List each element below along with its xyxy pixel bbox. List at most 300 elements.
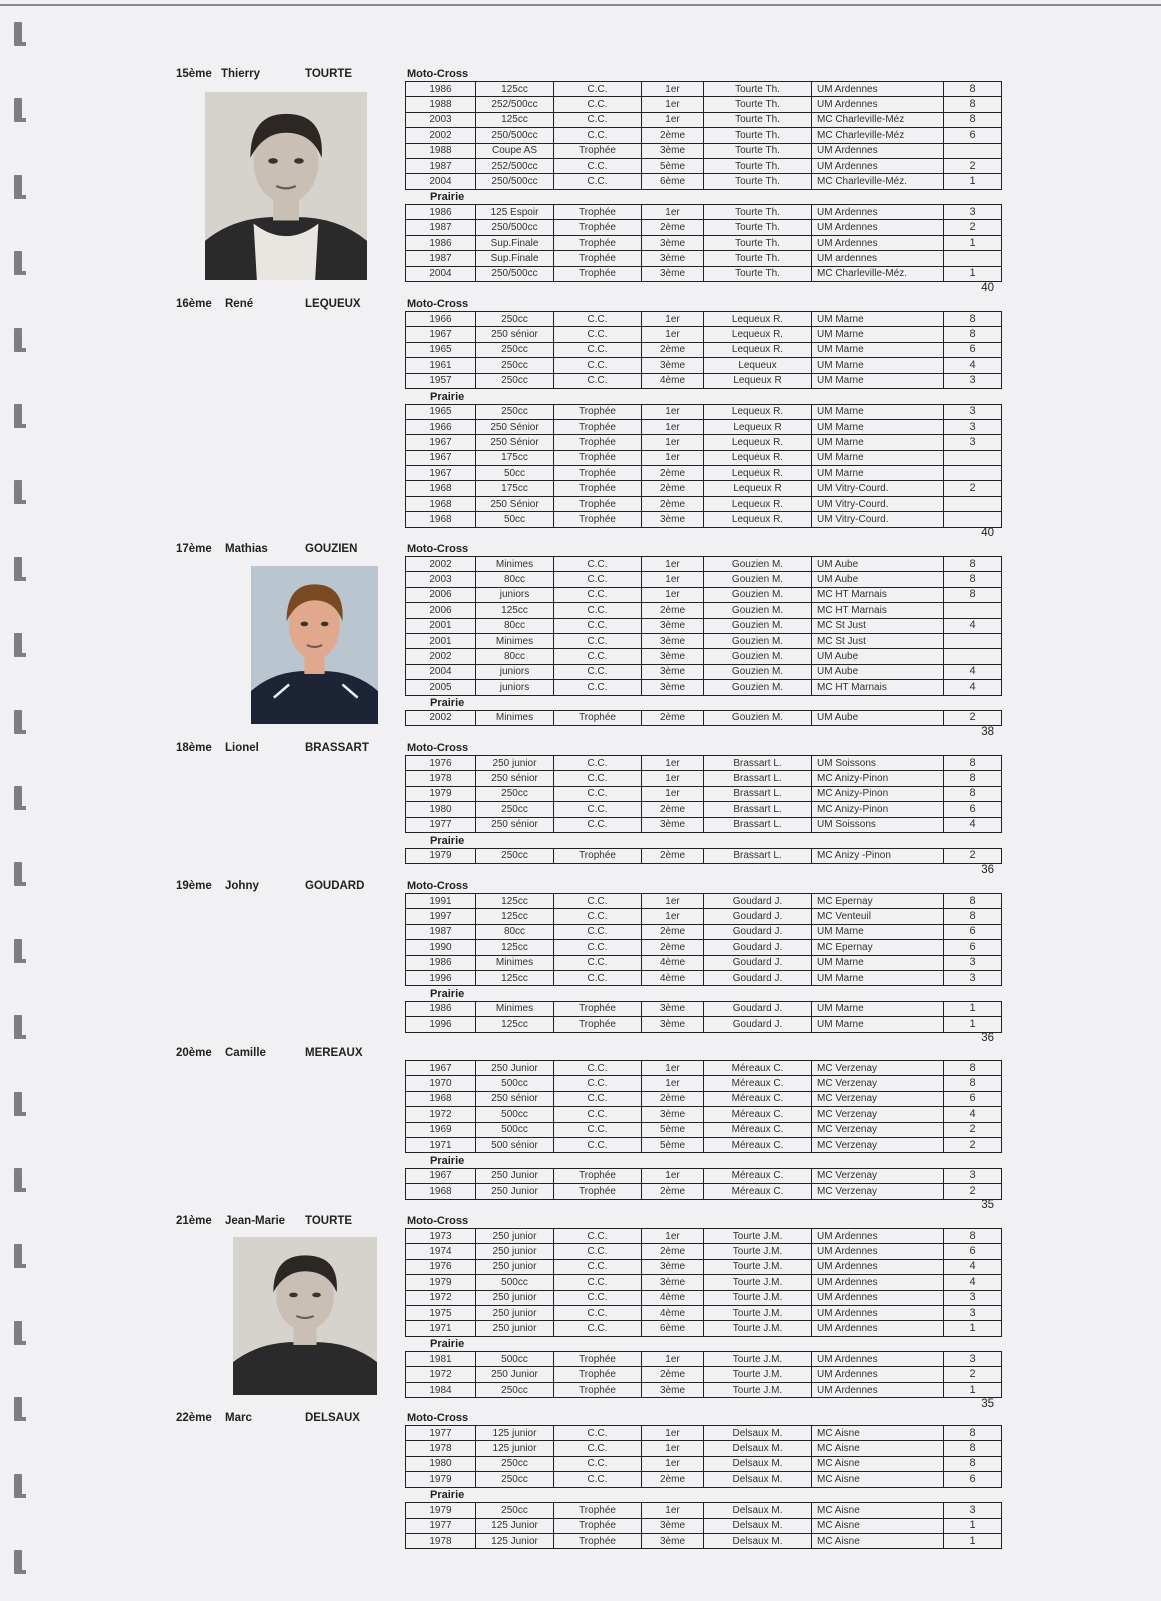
club-cell: UM Ardennes (812, 1259, 944, 1274)
place-cell: 3ème (642, 512, 704, 527)
type-cell: Trophée (554, 1518, 642, 1533)
club-cell: MC Aisne (812, 1472, 944, 1487)
table-row (406, 1244, 1002, 1259)
table-row (406, 496, 1002, 511)
rider-cell: Brassart L. (704, 817, 812, 832)
type-cell: Trophée (554, 496, 642, 511)
points-cell: 3 (944, 435, 1002, 450)
club-cell: MC Charleville-Méz (812, 112, 944, 127)
category-cell: 125cc (476, 894, 554, 909)
club-cell: MC St Just (812, 618, 944, 633)
place-cell: 2ème (642, 466, 704, 481)
category-cell: 80cc (476, 649, 554, 664)
rider-cell: Brassart L. (704, 756, 812, 771)
year-cell: 1967 (406, 450, 476, 465)
category-cell: 250 Junior (476, 1367, 554, 1382)
rider-cell: Méreaux C. (704, 1137, 812, 1152)
rider-photo (205, 92, 367, 280)
category-cell: 125cc (476, 82, 554, 97)
rider-last-name: GOUDARD (305, 880, 365, 892)
type-cell: C.C. (554, 756, 642, 771)
category-cell: 125cc (476, 940, 554, 955)
year-cell: 1996 (406, 970, 476, 985)
category-cell: 125cc (476, 970, 554, 985)
rider-cell: Delsaux M. (704, 1456, 812, 1471)
rider-cell: Gouzien M. (704, 680, 812, 695)
rider-rank: 15ème (176, 68, 212, 80)
table-row (406, 1275, 1002, 1290)
table-row (406, 1061, 1002, 1076)
category-cell: juniors (476, 680, 554, 695)
binding-hole (14, 480, 22, 504)
table-row (406, 1533, 1002, 1548)
category-cell: 250 junior (476, 1259, 554, 1274)
type-cell: C.C. (554, 1441, 642, 1456)
place-cell: 2ème (642, 940, 704, 955)
year-cell: 1986 (406, 235, 476, 250)
year-cell: 1986 (406, 955, 476, 970)
year-cell: 1978 (406, 771, 476, 786)
rider-rank: 20ème (176, 1047, 212, 1059)
table-row (406, 587, 1002, 602)
type-cell: C.C. (554, 112, 642, 127)
type-cell: Trophée (554, 1001, 642, 1016)
points-cell (944, 512, 1002, 527)
place-cell: 3ème (642, 817, 704, 832)
points-cell: 8 (944, 97, 1002, 112)
club-cell: MC HT Marnais (812, 587, 944, 602)
table-row (406, 649, 1002, 664)
club-cell: UM Marne (812, 358, 944, 373)
table-row (406, 235, 1002, 250)
club-cell: MC Aisne (812, 1426, 944, 1441)
place-cell: 3ème (642, 1275, 704, 1290)
category-cell: 250/500cc (476, 174, 554, 189)
rider-cell: Tourte Th. (704, 82, 812, 97)
table-row (406, 848, 1002, 863)
points-cell: 3 (944, 1352, 1002, 1367)
points-cell (944, 466, 1002, 481)
year-cell: 1968 (406, 496, 476, 511)
year-cell: 1988 (406, 97, 476, 112)
table-row (406, 664, 1002, 679)
place-cell: 1er (642, 1503, 704, 1518)
year-cell: 1979 (406, 786, 476, 801)
club-cell: UM Marne (812, 404, 944, 419)
club-cell: UM Marne (812, 1001, 944, 1016)
place-cell: 4ème (642, 1290, 704, 1305)
rider-cell: Lequeux R. (704, 496, 812, 511)
rider-cell: Tourte J.M. (704, 1259, 812, 1274)
rider-cell: Gouzien M. (704, 633, 812, 648)
type-cell: Trophée (554, 404, 642, 419)
year-cell: 1987 (406, 251, 476, 266)
type-cell: C.C. (554, 82, 642, 97)
club-cell: UM Marne (812, 1017, 944, 1032)
table-row (406, 557, 1002, 572)
prairie-table (405, 204, 1002, 282)
page-top-edge (0, 4, 1161, 6)
table-row (406, 1456, 1002, 1471)
category-cell: 50cc (476, 466, 554, 481)
year-cell: 2002 (406, 557, 476, 572)
rider-cell: Méreaux C. (704, 1168, 812, 1183)
club-cell: UM Ardennes (812, 158, 944, 173)
table-row (406, 1076, 1002, 1091)
points-cell: 1 (944, 1017, 1002, 1032)
year-cell: 1977 (406, 817, 476, 832)
points-cell: 8 (944, 312, 1002, 327)
year-cell: 1978 (406, 1441, 476, 1456)
rider-rank: 21ème (176, 1215, 212, 1227)
type-cell: C.C. (554, 557, 642, 572)
points-cell: 3 (944, 404, 1002, 419)
place-cell: 1er (642, 419, 704, 434)
type-cell: Trophée (554, 1367, 642, 1382)
category-cell: 125cc (476, 603, 554, 618)
prairie-label: Prairie (430, 1489, 465, 1502)
place-cell: 1er (642, 1352, 704, 1367)
type-cell: C.C. (554, 1259, 642, 1274)
points-cell: 8 (944, 112, 1002, 127)
club-cell: UM Marne (812, 924, 944, 939)
place-cell: 5ème (642, 1122, 704, 1137)
category-cell: 250 Sénior (476, 496, 554, 511)
club-cell: MC Anizy -Pinon (812, 848, 944, 863)
type-cell: C.C. (554, 1426, 642, 1441)
rider-cell: Lequeux R. (704, 512, 812, 527)
category-cell: 250 sénior (476, 327, 554, 342)
club-cell: UM Ardennes (812, 1321, 944, 1336)
binding-hole (14, 1168, 22, 1192)
category-cell: 250 junior (476, 1305, 554, 1320)
club-cell: UM Ardennes (812, 1352, 944, 1367)
year-cell: 1991 (406, 894, 476, 909)
category-cell: 250cc (476, 373, 554, 388)
rider-cell: Méreaux C. (704, 1122, 812, 1137)
type-cell: C.C. (554, 603, 642, 618)
table-row (406, 1184, 1002, 1199)
place-cell: 3ème (642, 1533, 704, 1548)
place-cell: 1er (642, 205, 704, 220)
place-cell: 2ème (642, 1091, 704, 1106)
points-cell (944, 633, 1002, 648)
club-cell: MC Verzenay (812, 1076, 944, 1091)
table-row (406, 404, 1002, 419)
rider-cell: Tourte Th. (704, 128, 812, 143)
type-cell: Trophée (554, 419, 642, 434)
category-cell: 175cc (476, 481, 554, 496)
table-row (406, 112, 1002, 127)
category-cell: 500cc (476, 1107, 554, 1122)
points-cell: 1 (944, 1321, 1002, 1336)
rider-last-name: MEREAUX (305, 1047, 363, 1059)
category-cell: 50cc (476, 512, 554, 527)
category-cell: 250 Sénior (476, 435, 554, 450)
table-row (406, 1321, 1002, 1336)
binding-hole (14, 633, 22, 657)
rider-cell: Delsaux M. (704, 1426, 812, 1441)
club-cell: MC St Just (812, 633, 944, 648)
club-cell: UM Aube (812, 710, 944, 725)
rider-cell: Tourte Th. (704, 143, 812, 158)
rider-rank: 16ème (176, 298, 212, 310)
binding-hole (14, 939, 22, 963)
year-cell: 1978 (406, 1533, 476, 1548)
type-cell: C.C. (554, 327, 642, 342)
place-cell: 1er (642, 1441, 704, 1456)
points-cell: 4 (944, 680, 1002, 695)
club-cell: UM Ardennes (812, 1382, 944, 1397)
club-cell: UM Ardennes (812, 235, 944, 250)
table-row (406, 512, 1002, 527)
category-cell: 125 junior (476, 1441, 554, 1456)
table-row (406, 327, 1002, 342)
table-row (406, 1503, 1002, 1518)
club-cell: MC Verzenay (812, 1168, 944, 1183)
points-cell: 6 (944, 1244, 1002, 1259)
club-cell: UM Ardennes (812, 220, 944, 235)
table-row (406, 817, 1002, 832)
table-row (406, 603, 1002, 618)
year-cell: 1965 (406, 404, 476, 419)
table-row (406, 220, 1002, 235)
prairie-label: Prairie (430, 834, 465, 847)
binding-hole (14, 404, 22, 428)
club-cell: UM Marne (812, 419, 944, 434)
club-cell: UM Marne (812, 342, 944, 357)
table-row (406, 174, 1002, 189)
moto-cross-label: Moto-Cross (407, 298, 469, 310)
rider-cell: Lequeux R (704, 481, 812, 496)
category-cell: 250 sénior (476, 771, 554, 786)
rider-cell: Tourte Th. (704, 97, 812, 112)
points-cell: 8 (944, 1456, 1002, 1471)
place-cell: 2ème (642, 802, 704, 817)
type-cell: C.C. (554, 1275, 642, 1290)
rider-cell: Méreaux C. (704, 1061, 812, 1076)
rider-first-name: Johny (225, 880, 259, 892)
category-cell: 125cc (476, 909, 554, 924)
rider-rank: 19ème (176, 880, 212, 892)
total-points: 35 (981, 1199, 994, 1212)
table-row (406, 312, 1002, 327)
table-row (406, 158, 1002, 173)
year-cell: 1971 (406, 1321, 476, 1336)
place-cell: 6ème (642, 1321, 704, 1336)
prairie-label: Prairie (430, 1154, 465, 1167)
category-cell: 500cc (476, 1275, 554, 1290)
table-row (406, 128, 1002, 143)
rider-cell: Méreaux C. (704, 1076, 812, 1091)
place-cell: 5ème (642, 158, 704, 173)
rider-photo (251, 566, 378, 724)
prairie-table (405, 1351, 1002, 1398)
moto-cross-table (405, 556, 1002, 696)
club-cell: MC Charleville-Méz (812, 128, 944, 143)
club-cell: UM Marne (812, 450, 944, 465)
binding-hole (14, 862, 22, 886)
category-cell: 250cc (476, 1456, 554, 1471)
points-cell: 3 (944, 1305, 1002, 1320)
year-cell: 1965 (406, 342, 476, 357)
place-cell: 1er (642, 909, 704, 924)
points-cell: 6 (944, 940, 1002, 955)
rider-cell: Lequeux R. (704, 342, 812, 357)
year-cell: 1977 (406, 1426, 476, 1441)
category-cell: 250cc (476, 1472, 554, 1487)
moto-cross-label: Moto-Cross (407, 1412, 469, 1424)
rider-cell: Lequeux R (704, 419, 812, 434)
moto-cross-label: Moto-Cross (407, 1215, 469, 1227)
table-row (406, 940, 1002, 955)
category-cell: 250 junior (476, 1321, 554, 1336)
rider-cell: Gouzien M. (704, 572, 812, 587)
rider-photo (233, 1237, 377, 1395)
prairie-label: Prairie (430, 191, 465, 204)
moto-cross-table (405, 1425, 1002, 1488)
place-cell: 5ème (642, 1137, 704, 1152)
table-row (406, 481, 1002, 496)
rider-cell: Tourte Th. (704, 266, 812, 281)
total-points: 40 (981, 281, 994, 294)
year-cell: 2002 (406, 128, 476, 143)
year-cell: 1968 (406, 481, 476, 496)
place-cell: 1er (642, 82, 704, 97)
type-cell: C.C. (554, 940, 642, 955)
club-cell: UM Soissons (812, 756, 944, 771)
year-cell: 1971 (406, 1137, 476, 1152)
points-cell: 8 (944, 1061, 1002, 1076)
points-cell: 8 (944, 82, 1002, 97)
category-cell: 125cc (476, 112, 554, 127)
rider-cell: Tourte J.M. (704, 1382, 812, 1397)
year-cell: 2006 (406, 587, 476, 602)
place-cell: 4ème (642, 970, 704, 985)
place-cell: 3ème (642, 235, 704, 250)
rider-cell: Gouzien M. (704, 649, 812, 664)
place-cell: 2ème (642, 1184, 704, 1199)
prairie-table (405, 1001, 1002, 1033)
place-cell: 1er (642, 1426, 704, 1441)
place-cell: 3ème (642, 358, 704, 373)
prairie-table (405, 1502, 1002, 1549)
type-cell: C.C. (554, 1107, 642, 1122)
table-row (406, 1122, 1002, 1137)
place-cell: 1er (642, 786, 704, 801)
rider-cell: Delsaux M. (704, 1533, 812, 1548)
type-cell: C.C. (554, 1137, 642, 1152)
rider-cell: Gouzien M. (704, 664, 812, 679)
club-cell: UM Ardennes (812, 97, 944, 112)
category-cell: 250cc (476, 802, 554, 817)
category-cell: 500cc (476, 1352, 554, 1367)
type-cell: C.C. (554, 1091, 642, 1106)
place-cell: 2ème (642, 481, 704, 496)
prairie-table (405, 1168, 1002, 1200)
place-cell: 2ème (642, 924, 704, 939)
place-cell: 2ème (642, 1472, 704, 1487)
club-cell: UM Marne (812, 312, 944, 327)
category-cell: Minimes (476, 557, 554, 572)
year-cell: 1972 (406, 1290, 476, 1305)
binding-hole (14, 557, 22, 581)
rider-cell: Tourte J.M. (704, 1305, 812, 1320)
type-cell: C.C. (554, 1122, 642, 1137)
type-cell: Trophée (554, 1017, 642, 1032)
year-cell: 1984 (406, 1382, 476, 1397)
type-cell: Trophée (554, 1382, 642, 1397)
type-cell: C.C. (554, 802, 642, 817)
place-cell: 1er (642, 404, 704, 419)
rider-cell: Goudard J. (704, 1001, 812, 1016)
club-cell: MC Verzenay (812, 1184, 944, 1199)
rider-first-name: Thierry (221, 68, 260, 80)
category-cell: 80cc (476, 572, 554, 587)
table-row (406, 970, 1002, 985)
type-cell: C.C. (554, 1305, 642, 1320)
table-row (406, 802, 1002, 817)
moto-cross-label: Moto-Cross (407, 543, 469, 555)
category-cell: 80cc (476, 924, 554, 939)
year-cell: 1972 (406, 1367, 476, 1382)
category-cell: 175cc (476, 450, 554, 465)
place-cell: 1er (642, 771, 704, 786)
year-cell: 1968 (406, 512, 476, 527)
year-cell: 2006 (406, 603, 476, 618)
year-cell: 1976 (406, 1259, 476, 1274)
rider-cell: Tourte J.M. (704, 1321, 812, 1336)
type-cell: C.C. (554, 1076, 642, 1091)
rider-cell: Brassart L. (704, 771, 812, 786)
points-cell: 1 (944, 1382, 1002, 1397)
type-cell: C.C. (554, 970, 642, 985)
category-cell: 250 junior (476, 1244, 554, 1259)
type-cell: Trophée (554, 481, 642, 496)
club-cell: MC HT Marnais (812, 680, 944, 695)
rider-last-name: BRASSART (305, 742, 369, 754)
category-cell: 80cc (476, 618, 554, 633)
moto-cross-table (405, 311, 1002, 389)
type-cell: C.C. (554, 894, 642, 909)
category-cell: 250/500cc (476, 266, 554, 281)
rider-last-name: LEQUEUX (305, 298, 361, 310)
points-cell: 8 (944, 327, 1002, 342)
points-cell: 8 (944, 587, 1002, 602)
category-cell: 250cc (476, 312, 554, 327)
year-cell: 1970 (406, 1076, 476, 1091)
points-cell: 4 (944, 817, 1002, 832)
points-cell: 6 (944, 924, 1002, 939)
category-cell: Minimes (476, 633, 554, 648)
type-cell: C.C. (554, 312, 642, 327)
place-cell: 1er (642, 756, 704, 771)
place-cell: 3ème (642, 143, 704, 158)
year-cell: 1968 (406, 1184, 476, 1199)
club-cell: MC Anizy-Pinon (812, 771, 944, 786)
category-cell: 125 Junior (476, 1518, 554, 1533)
club-cell: MC Epernay (812, 940, 944, 955)
type-cell: C.C. (554, 1244, 642, 1259)
type-cell: C.C. (554, 128, 642, 143)
table-row (406, 1259, 1002, 1274)
rider-cell: Méreaux C. (704, 1184, 812, 1199)
prairie-label: Prairie (430, 390, 465, 403)
binding-hole (14, 175, 22, 199)
category-cell: 250 Junior (476, 1184, 554, 1199)
type-cell: C.C. (554, 572, 642, 587)
place-cell: 3ème (642, 251, 704, 266)
